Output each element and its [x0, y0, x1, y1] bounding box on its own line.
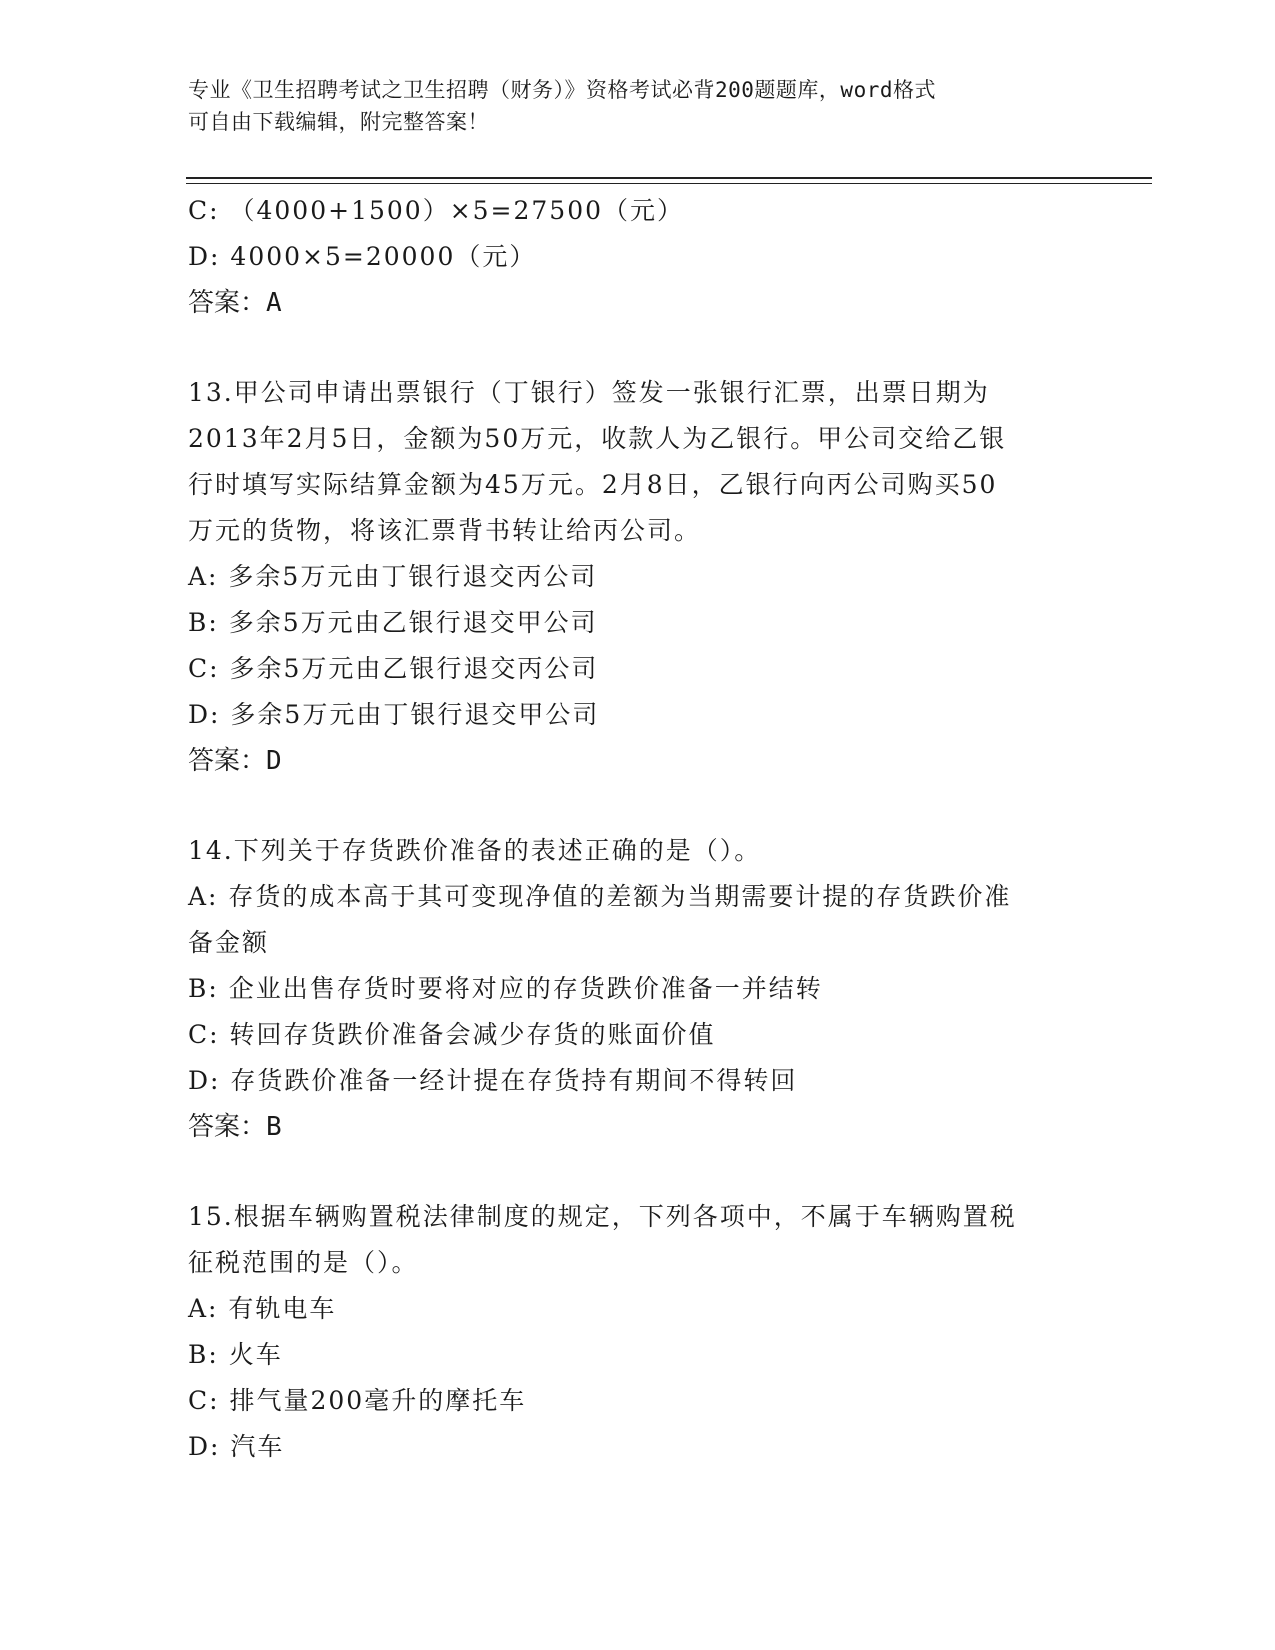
option-b: B: 多余5万元由乙银行退交甲公司 [188, 608, 598, 637]
option-c: C: 排气量200毫升的摩托车 [188, 1386, 527, 1415]
header-divider-thick [186, 177, 1152, 179]
answer: 答案：D [188, 746, 282, 776]
header-title-line-1: 专业《卫生招聘考试之卫生招聘（财务）》资格考试必背200题题库，word格式 [188, 78, 936, 102]
option-d: D: 存货跌价准备一经计提在存货持有期间不得转回 [188, 1066, 798, 1095]
option-d: D: 4000×5=20000（元） [188, 242, 537, 271]
option-a: A: 多余5万元由丁银行退交丙公司 [188, 562, 598, 591]
question-stem-line: 15.根据车辆购置税法律制度的规定，下列各项中，不属于车辆购置税 [188, 1202, 1017, 1231]
previous-question-tail [188, 188, 1088, 326]
question-stem-line: 行时填写实际结算金额为45万元。2月8日，乙银行向丙公司购买50 [188, 470, 998, 499]
option-b: B: 火车 [188, 1340, 283, 1369]
option-a-continued: 备金额 [188, 928, 270, 957]
question-stem-line: 征税范围的是（）。 [188, 1248, 419, 1277]
answer: 答案：B [188, 1112, 282, 1142]
question-stem-line: 万元的货物，将该汇票背书转让给丙公司。 [188, 516, 702, 545]
option-c: C: （4000+1500）×5=27500（元） [188, 196, 685, 225]
question-13 [188, 370, 1088, 784]
question-15 [188, 1194, 1088, 1470]
header-divider-thin [186, 183, 1152, 184]
option-b: B: 企业出售存货时要将对应的存货跌价准备一并结转 [188, 974, 823, 1003]
option-c: C: 多余5万元由乙银行退交丙公司 [188, 654, 599, 683]
answer: 答案：A [188, 288, 282, 318]
option-a: A: 有轨电车 [188, 1294, 337, 1323]
question-content [188, 188, 1088, 1470]
option-d: D: 汽车 [188, 1432, 285, 1461]
header-title-line-2: 可自由下载编辑，附完整答案！ [188, 110, 489, 134]
question-stem: 14.下列关于存货跌价准备的表述正确的是（）。 [188, 836, 762, 865]
document-header [188, 74, 1068, 138]
question-stem-line: 13.甲公司申请出票银行（丁银行）签发一张银行汇票，出票日期为 [188, 378, 990, 407]
question-stem-line: 2013年2月5日，金额为50万元，收款人为乙银行。甲公司交给乙银 [188, 424, 1007, 453]
question-14 [188, 828, 1088, 1150]
option-d: D: 多余5万元由丁银行退交甲公司 [188, 700, 600, 729]
option-a: A: 存货的成本高于其可变现净值的差额为当期需要计提的存货跌价准 [188, 882, 1012, 911]
option-c: C: 转回存货跌价准备会减少存货的账面价值 [188, 1020, 716, 1049]
